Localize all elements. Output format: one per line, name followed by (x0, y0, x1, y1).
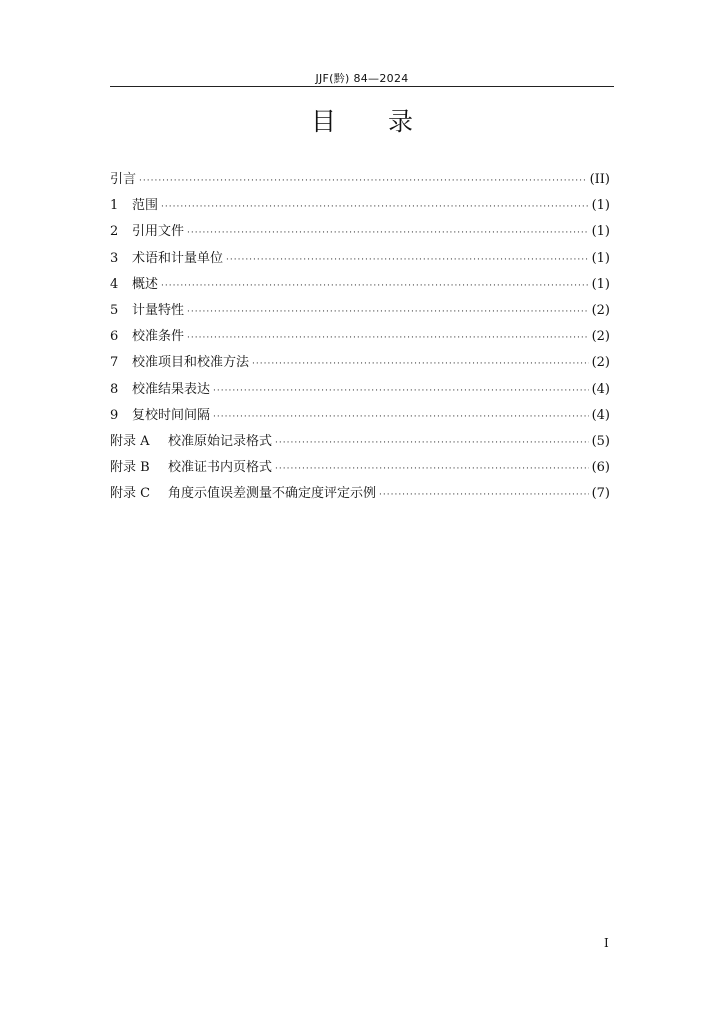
toc-entry-label: 复校时间间隔 (132, 407, 211, 423)
toc-entry-number: 4 (110, 276, 119, 292)
toc-entry-number: 2 (110, 224, 119, 240)
header-divider (110, 86, 614, 87)
toc-entry-label: 范围 (132, 198, 159, 214)
toc-dot-leader (139, 168, 587, 194)
toc-entry-label: 校准结果表达 (132, 381, 211, 397)
toc-entry-number: 6 (110, 329, 119, 345)
toc-entry-label: 校准条件 (132, 329, 185, 345)
toc-entry-appendix-b[interactable] (110, 455, 610, 481)
toc-entry-label: 计量特性 (132, 302, 185, 318)
toc-entry-label: 校准项目和校准方法 (132, 355, 250, 371)
toc-dot-leader (187, 220, 589, 246)
toc-dot-leader (161, 273, 589, 299)
toc-entry-label: 引用文件 (132, 224, 185, 240)
toc-entry-appendix-c[interactable] (110, 481, 610, 507)
toc-entry-page: (2) (591, 302, 610, 318)
document-code-header: JJF(黔) 84—2024 (315, 72, 409, 85)
toc-entry-label: 校准证书内页格式 (168, 460, 273, 476)
toc-entry-page: (4) (591, 407, 610, 423)
toc-entry-page: (7) (591, 486, 610, 502)
toc-entry-number: 8 (110, 381, 119, 397)
toc-entry-page: (5) (591, 433, 610, 449)
toc-entry-label: 角度示值误差测量不确定度评定示例 (168, 486, 377, 502)
toc-entry-label: 引言 (110, 172, 137, 187)
toc-entry-7[interactable] (110, 350, 610, 376)
toc-entry-page: (1) (591, 276, 610, 292)
toc-entry-label: 校准原始记录格式 (168, 433, 273, 449)
toc-entry-page: (1) (591, 250, 610, 266)
toc-title-char-1: 目 (310, 107, 336, 136)
toc-entry-3[interactable] (110, 246, 610, 272)
toc-dot-leader (275, 430, 589, 456)
toc-entry-1[interactable] (110, 193, 610, 219)
toc-entry-label: 术语和计量单位 (132, 250, 224, 266)
toc-entry-8[interactable] (110, 377, 610, 403)
toc-entry-page: (2) (591, 355, 610, 371)
toc-entry-number: 附录 C (110, 486, 151, 502)
toc-dot-leader (379, 482, 589, 508)
toc-entry-number: 9 (110, 407, 119, 423)
table-of-contents (110, 167, 610, 507)
toc-entry-number: 3 (110, 250, 119, 266)
toc-entry-foreword[interactable] (110, 167, 610, 193)
toc-entry-number: 附录 A (110, 433, 150, 449)
toc-entry-6[interactable] (110, 324, 610, 350)
toc-dot-leader (226, 247, 589, 273)
toc-dot-leader (252, 351, 589, 377)
toc-entry-2[interactable] (110, 219, 610, 245)
toc-entry-label: 概述 (132, 276, 159, 292)
toc-title (0, 102, 724, 138)
toc-dot-leader (161, 194, 589, 220)
toc-entry-page: (1) (591, 224, 610, 240)
toc-dot-leader (187, 325, 589, 351)
toc-entry-4[interactable] (110, 272, 610, 298)
toc-dot-leader (275, 456, 589, 482)
toc-dot-leader (187, 299, 589, 325)
toc-entry-page: (4) (591, 381, 610, 397)
toc-entry-number: 5 (110, 302, 119, 318)
toc-entry-9[interactable] (110, 403, 610, 429)
toc-entry-appendix-a[interactable] (110, 429, 610, 455)
page-number: I (604, 936, 609, 950)
toc-entry-number: 附录 B (110, 460, 150, 476)
toc-entry-page: (2) (591, 329, 610, 345)
toc-dot-leader (213, 404, 589, 430)
toc-entry-page: (II) (589, 172, 610, 187)
toc-entry-page: (1) (591, 198, 610, 214)
toc-dot-leader (213, 378, 589, 404)
toc-entry-number: 7 (110, 355, 119, 371)
toc-entry-number: 1 (110, 198, 119, 214)
toc-entry-5[interactable] (110, 298, 610, 324)
toc-title-char-2: 录 (388, 107, 414, 136)
toc-entry-page: (6) (591, 460, 610, 476)
